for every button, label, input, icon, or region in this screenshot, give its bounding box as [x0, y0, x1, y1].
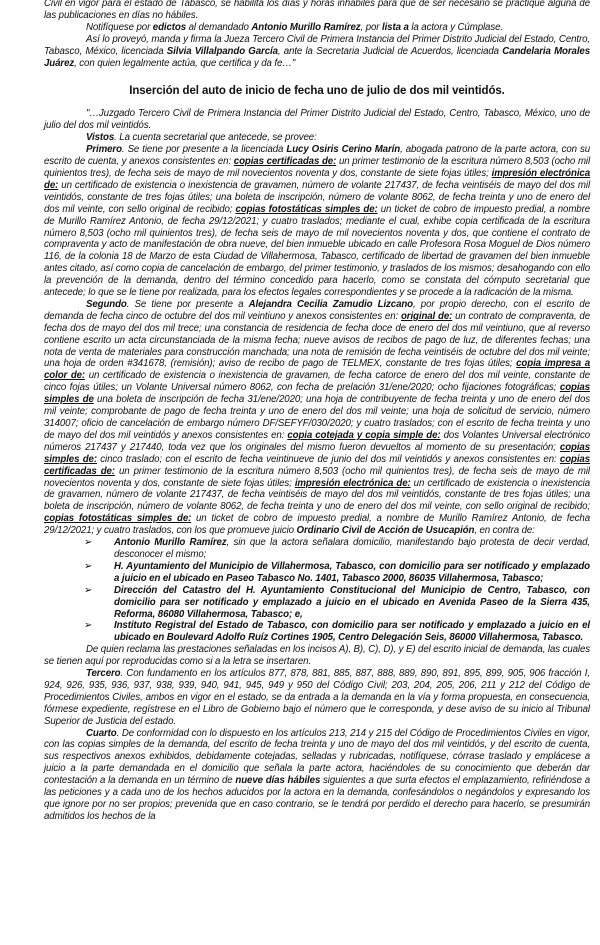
- certified-copies-label: copias certificadas de:: [44, 453, 591, 477]
- electronic-print-label: impresión electrónica de:: [44, 167, 590, 191]
- arrow-bullet-icon: ➢: [84, 584, 93, 596]
- text: . Con fundamento en los artículos 877, 878, 881, 885, 887, 888, 889, 890, 891, 895, 899, 905, 906 fracción I, 924, 926, 935, 936, 937, 938, 939, 940, 941, 945, 949 y 950 del Código Civil; 203, 204, 205, 206, 211 y 212 del Código de Procedimientos Civiles, ambos en vigor en el estado, se da entrada a la demanda en la vía y forma propuesta, en consecuencia, fórmese expediente, regístrese en el Libro de Gobierno bajo el número que le corresponda, y dese aviso de su inicio al Tribunal Superior de Justicia del estado.: [44, 668, 590, 727]
- text: siguientes a que surta efectos el emplazamiento, refiriéndose a las peticiones y a cada uno de los hechos aducidos por la actora en la demanda, confesándolos o negándolos y expresando los que ignore por no ser propios; prevenida que en caso contrario, se le tendrá por perdido el derecho para hacerlo, se presumirán admitidos los hechos de la: [44, 775, 590, 822]
- vistos-label: Vistos: [86, 132, 115, 144]
- paragraph-primero: [44, 144, 590, 299]
- simple-copies-label: copias simples de:: [44, 441, 590, 465]
- text: al demandado: [186, 21, 252, 33]
- paragraph-vistos: [44, 132, 590, 144]
- lawsuit-type: Ordinario Civil de Acción de Usucapión: [296, 525, 475, 537]
- segundo-label: Segundo: [86, 298, 127, 310]
- arrow-bullet-icon: ➢: [84, 620, 93, 632]
- text: Notifíquese por: [86, 21, 153, 33]
- primero-label: Primero: [86, 144, 122, 156]
- text: , con quien legalmente actúa, que certifica y da fe…": [74, 57, 296, 69]
- defendant-name: Antonio Murillo Ramírez: [251, 21, 361, 33]
- defendant-name: Instituto Registral del Estado de Tabasco: [114, 620, 306, 632]
- text: un primer testimonio de la escritura número 8,503 (ocho mil quinientos tres), de fecha seis de mayo de mil novecientos noventa y dos, constante de siete fojas útiles;: [44, 156, 591, 179]
- paragraph-court-header: "…Juzgado Tercero Civil de Primera Instancia del Primer Distrito Judicial del Estado, Centro, Tabasco, México, uno de julio del dos mil veintidós.: [44, 108, 590, 132]
- certified-copies-label: copias certificadas de:: [233, 156, 337, 168]
- defendants-list: [44, 537, 590, 644]
- paragraph-tercero: [44, 668, 590, 728]
- text: , por propio derecho, con el escrito de demanda de fecha cinco de octubre del dos mil veintiuno y anexos consistentes en:: [44, 298, 591, 322]
- lista-text: lista a: [382, 21, 409, 33]
- cuarto-label: Cuarto: [86, 727, 117, 739]
- list-item: [84, 561, 590, 585]
- text: una boleta de inscripción de fecha 31/ene/2020; una hoja de contribuyente de fecha treinta y uno de enero del dos mil veinte; comprobante de pago de fecha treinta y uno de enero del dos mil veinte; una hoja de solicitud de servicio, número 314007; oficio de cancelación de embargo número DF/SEFYF/030/2020; y cuatro traslados: [44, 394, 590, 429]
- text: un primer testimonio de la escritura número 8,503 (ocho mil quinientos tres), de fecha seis de mayo de mil novecientos noventa y dos, constante de siete fojas útiles;: [44, 465, 590, 489]
- text: dos Volantes Universal electrónico números 217437 y 217440, toda vez que los originales del mismo fueron devueltos al momento de su presentación;: [44, 429, 590, 453]
- text: la actora y Cúmplase.: [408, 21, 503, 33]
- photocopies-label: copias fotostáticas simples de:: [235, 203, 378, 215]
- text: ; y cuatro traslados: [91, 525, 172, 537]
- text: un certificado de existencia o inexistencia de gravamen, de fecha catorce de enero del dos mil veinte, constante de cinco fojas útiles; un Volante Universal número 8062, con fecha de prelación 31/ene/2020; ocho fijaciones fotográficas;: [44, 370, 590, 394]
- color-copy-label: copia impresa a color de:: [44, 358, 590, 382]
- text: , ante la Secretaria Judicial de Acuerdos, licenciada: [277, 45, 503, 57]
- tercero-label: Tercero: [86, 668, 121, 680]
- paragraph-habilitation: Civil en vigor para el estado de Tabasco, se habilita los días y horas inhábiles para que de ser necesario se practique alguna de las publicaciones en días no hábiles.: [44, 0, 590, 21]
- text: , abogada patrono de la parte actora, con su escrito de cuenta, y anexos consistentes en:: [44, 144, 591, 168]
- paragraph-notify: [44, 22, 590, 34]
- text: ; con el escrito de fecha treinta y uno de mayo del dos mil veintidós y anexos consistentes en:: [44, 418, 590, 441]
- text: , por: [360, 21, 382, 33]
- defendant-detail: , con domicilio para ser notificado y emplazado a juicio en el ubicado en Paseo Tabasco No. 1401, Tabasco 2000, 86035 Villahermosa, Tabasco;: [114, 560, 590, 584]
- text: . Se tiene por presente a la licenciada: [121, 144, 287, 156]
- photocopies-label: copias fotostáticas simples de:: [44, 513, 192, 525]
- judge-name: Silvia Villalpando García: [166, 45, 278, 57]
- text: , con los que promueve juicio: [171, 525, 297, 537]
- defendant-name: Antonio Murillo Ramírez: [114, 537, 227, 549]
- simple-copies-label: copias simples de: [44, 382, 590, 406]
- defendant-name: Dirección del Catastro del H. Ayuntamiento Constitucional del Municipio de Centro, Tabasco: [114, 584, 565, 596]
- list-item: [84, 537, 590, 561]
- text: un ticket de cobro de impuesto predial, a nombre de Murillo Ramírez Antonio, de fecha 29/12/2021; y cuatro traslados; mediante el cual, exhibe copia certificada de la escritura número 8,503 (ocho mil quinientos tres), de fecha seis de mayo de mil novecientos noventa y dos, que contiene el contrato de compraventa y acto de manifestación de obra nueve, del bien inmueble ubicado en calle Profesora Rosa Moguel de Dios número 116, de la colonia 18 de Marzo de esta Ciudad de Villahermosa, Tabasco, certificado de libertad de gravamen del bien inmueble antes citado, así como copia de cancelación de embargo, del primer testimonio, y traslados de los mismos; desahogando con ello la prevención de la demanda, dentro del término concedido para hacerlo, como se constata del cómputo secretarial que antecede; lo que se le tiene por realizada, para los efectos legales correspondientes y se procede a la radicación de la misma.: [44, 203, 591, 299]
- text: Así lo proveyó, manda y firma la Jueza Tercero Civil de Primera Instancia del Primer Distrito Judicial del Estado, Centro, Tabasco, México, licenciada: [44, 33, 590, 57]
- paragraph-segundo: [44, 299, 590, 537]
- defendant-detail: , con domicilio para ser notificado y emplazado a juicio en el ubicado en Boulevard Adolfo Ruíz Cortines 1905, Centro Delegación Seis, 86000 Villahermosa, Tabasco.: [114, 620, 591, 644]
- text: un contrato de compraventa, de fecha dos de mayo del dos mil trece; una constancia de residencia de fecha doce de enero del dos mil veintiuno, que al reverso contiene escrito un acta circunstanciada de la misma fecha; nueve avisos de recibos de pago de luz, de diferentes fechas; una nota de venta de materiales para construcción manchada; una nota de remisión de fecha veintiséis de octubre del dos mil veinte; una hoja de orden #341678, (remisión); aviso de recibo de pago de TELMEX, constante de tres fojas útiles;: [44, 310, 590, 370]
- section-heading: Inserción del auto de inicio de fecha uno de julio de dos mil veintidós.: [129, 85, 505, 98]
- list-item: [84, 620, 590, 644]
- list-item: [84, 585, 590, 621]
- plaintiff-name: Alejandra Cecilia Zamudio Lizcano: [248, 298, 414, 310]
- paragraph-prestaciones: De quien reclama las prestaciones señaladas en los incisos A), B), C), D), y E) del escrito inicial de demanda, las cuales se tienen aquí por reproducidas como si a la letra se insertaren.: [44, 644, 590, 668]
- secretary-name: Candelaria Morales Juárez: [44, 45, 591, 69]
- text: . De conformidad con lo dispuesto en los artículos 213, 214 y 215 del Código de Procedimientos Civiles en vigor, con las copias simples de la demanda, del escrito de fecha treinta y uno de mayo del dos mil veintidós, y del escrito de cuenta, sus respectivos anexos exhibidos, debidamente cotejadas, selladas y rubricadas, notifíquese, córrase traslado y emplácese a juicio a la parte demandada en el domicilio que señala la parte actora, haciéndoles de su conocimiento que deberán dar contestación a la demanda en un término de: [44, 727, 590, 787]
- certified-simple-copy-label: copia cotejada y copia simple de:: [287, 429, 441, 441]
- defendant-detail: , con domicilio para ser notificado y emplazado a juicio en el ubicado en Avenida Paseo de la Sierra 435, Reforma, 86080 Villahermosa, Tabasco; e,: [114, 584, 590, 620]
- text: un ticket de cobro de impuesto predial, a nombre de Murillo Ramírez Antonio, de fecha 29/12/2021: [44, 513, 590, 537]
- lawyer-name: Lucy Osiris Cerino Marín: [286, 144, 401, 156]
- text: un certificado de existencia o inexistencia de gravamen, número de volante 217437, de fecha veintiséis de mayo del dos mil veintidós, constante de tres fojas útiles; una boleta de inscripción, número de volante 8062, de fecha treinta y uno de enero del dos mil veinte, con sello original de recibido;: [44, 179, 590, 215]
- arrow-bullet-icon: ➢: [84, 560, 93, 572]
- arrow-bullet-icon: ➢: [84, 537, 93, 549]
- edictos-text: edictos: [152, 21, 187, 33]
- text: . La cuenta secretarial que antecede, se provee:: [114, 132, 317, 144]
- text: un certificado de existencia o inexistencia de gravamen, número de volante 217437, de fecha veintiséis de mayo del dos mil veintidós, constante de tres fojas útiles; una boleta de inscripción, número de volante 8062, de fecha treinta y uno de enero del dos mil veinte, con sello original de recibido;: [44, 477, 590, 513]
- defendant-name: H. Ayuntamiento del Municipio de Villahermosa, Tabasco: [114, 560, 374, 572]
- paragraph-cuarto: [44, 728, 590, 823]
- original-label: original de:: [400, 310, 453, 322]
- text: , en contra de:: [474, 525, 535, 537]
- term-days: nueve días hábiles: [235, 775, 321, 787]
- text: cinco traslado; con el escrito de fecha veintinueve de junio del dos mil veintidós y anexos consistentes en:: [96, 453, 560, 465]
- text: . Se tiene por presente a: [126, 298, 249, 310]
- electronic-print-label: impresión electrónica de:: [294, 477, 411, 489]
- paragraph-signature: [44, 34, 590, 70]
- defendant-detail: , sin que la actora señalara domicilio, manifestando bajo protesta de decir verdad, desconocer el mismo;: [114, 537, 590, 560]
